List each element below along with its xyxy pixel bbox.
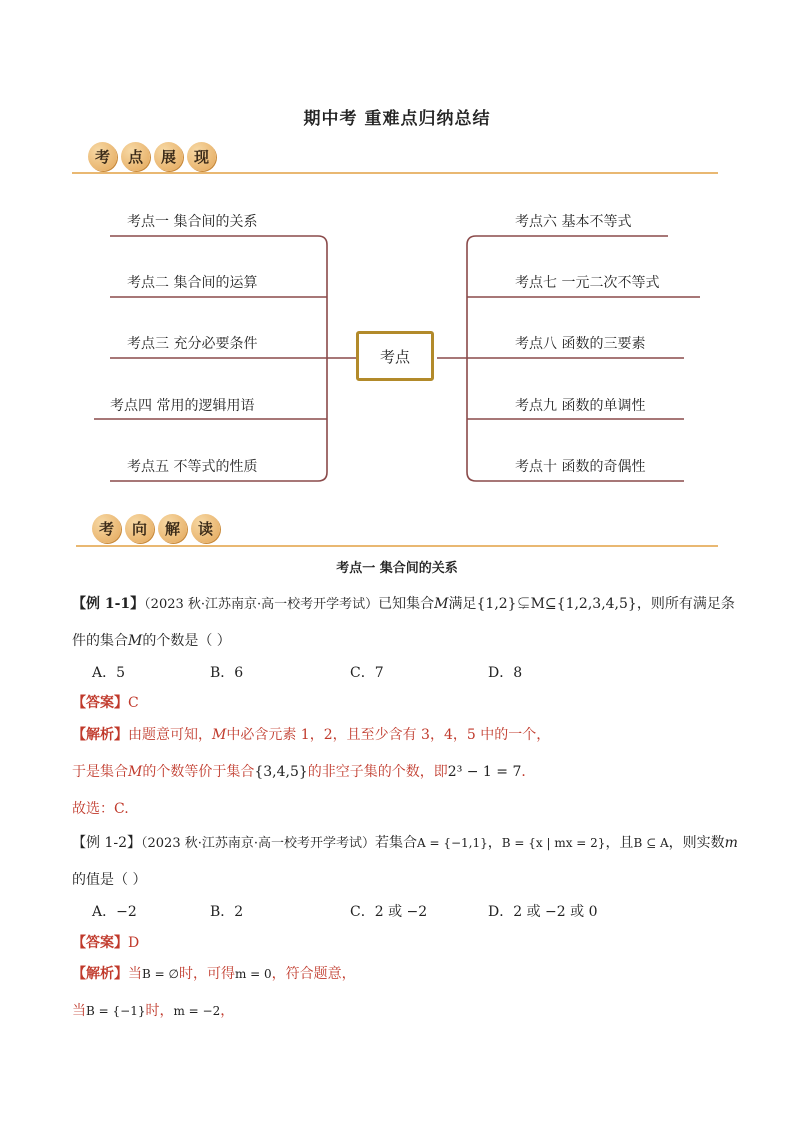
- option-b: B．2: [210, 904, 244, 920]
- example-1-2-question: 【例 1-2】（2023 秋·江苏南京·高一校考开学考试）若集合A = {−1,1}，B = {x | mx = 2}，且B ⊆ A，则实数m: [72, 835, 738, 851]
- mindmap-node-left-1: 考点一 集合间的关系: [127, 214, 258, 230]
- mindmap-node-left-4: 考点四 常用的逻辑用语: [110, 398, 255, 414]
- example-1-1-question: 【例 1-1】（2023 秋·江苏南京·高一校考开学考试）已知集合M满足{1,2}⊊M⊆{1,2,3,4,5}，则所有满足条: [72, 596, 735, 612]
- option-b: B．6: [210, 665, 244, 681]
- mindmap-node-right-5: 考点十 函数的奇偶性: [515, 459, 646, 475]
- mindmap-lines: [0, 0, 794, 520]
- mindmap-node-left-3: 考点三 充分必要条件: [127, 336, 258, 352]
- example-1-1-answer: 【答案】C: [72, 695, 139, 711]
- banner-underline: [76, 545, 718, 547]
- section-heading: 考点一 集合间的关系: [336, 561, 458, 576]
- banner-char: 展: [154, 142, 183, 171]
- banner-char: 考: [92, 514, 121, 543]
- example-1-1-options: [92, 663, 752, 683]
- banner-char: 读: [191, 514, 220, 543]
- mindmap-node-right-2: 考点七 一元二次不等式: [515, 275, 660, 291]
- example-tag: 【例 1-1】: [72, 596, 145, 612]
- mindmap-node-right-4: 考点九 函数的单调性: [515, 398, 646, 414]
- option-c: C．7: [350, 665, 384, 681]
- option-d: D．2 或 −2 或 0: [488, 904, 598, 920]
- mindmap-node-left-5: 考点五 不等式的性质: [127, 459, 258, 475]
- option-a: A．−2: [92, 904, 137, 920]
- example-1-2-question-line2: 的值是（ ）: [72, 872, 147, 888]
- example-1-2-options: [92, 902, 752, 922]
- banner-char: 点: [121, 142, 150, 171]
- mindmap-node-left-2: 考点二 集合间的运算: [127, 275, 258, 291]
- banner-char: 考: [88, 142, 117, 171]
- example-tag: 【例 1-2】: [72, 835, 141, 851]
- example-1-1-conclusion: 故选：C.: [72, 801, 129, 817]
- example-1-1-question-line2: 件的集合M的个数是（ ）: [72, 633, 231, 649]
- banner-char: 解: [158, 514, 187, 543]
- example-1-2-analysis-line1: 【解析】当B = ∅时，可得m = 0，符合题意，: [72, 966, 356, 982]
- example-1-1-analysis-line2: 于是集合M的个数等价于集合{3,4,5}的非空子集的个数，即2³ − 1 = 7．: [72, 764, 536, 780]
- mindmap-node-right-3: 考点八 函数的三要素: [515, 336, 646, 352]
- section-banner-exam-analysis: [76, 514, 718, 550]
- banner-char: 向: [125, 514, 154, 543]
- option-d: D．8: [488, 665, 523, 681]
- banner-char: 现: [187, 142, 216, 171]
- example-1-2-analysis-line2: 当B = {−1}时，m = −2，: [72, 1003, 235, 1019]
- source: （2023 秋·江苏南京·高一校考开学考试）: [144, 597, 379, 612]
- mindmap-node-right-1: 考点六 基本不等式: [515, 214, 632, 230]
- example-1-1-analysis-line1: 【解析】由题意可知，M中必含元素 1，2，且至少含有 3，4，5 中的一个，: [72, 727, 551, 743]
- option-c: C．2 或 −2: [350, 904, 428, 920]
- mindmap-center-node: 考点: [356, 331, 434, 381]
- page-title: 期中考 重难点归纳总结: [303, 109, 491, 129]
- example-1-2-answer: 【答案】D: [72, 935, 140, 951]
- option-a: A．5: [92, 665, 126, 681]
